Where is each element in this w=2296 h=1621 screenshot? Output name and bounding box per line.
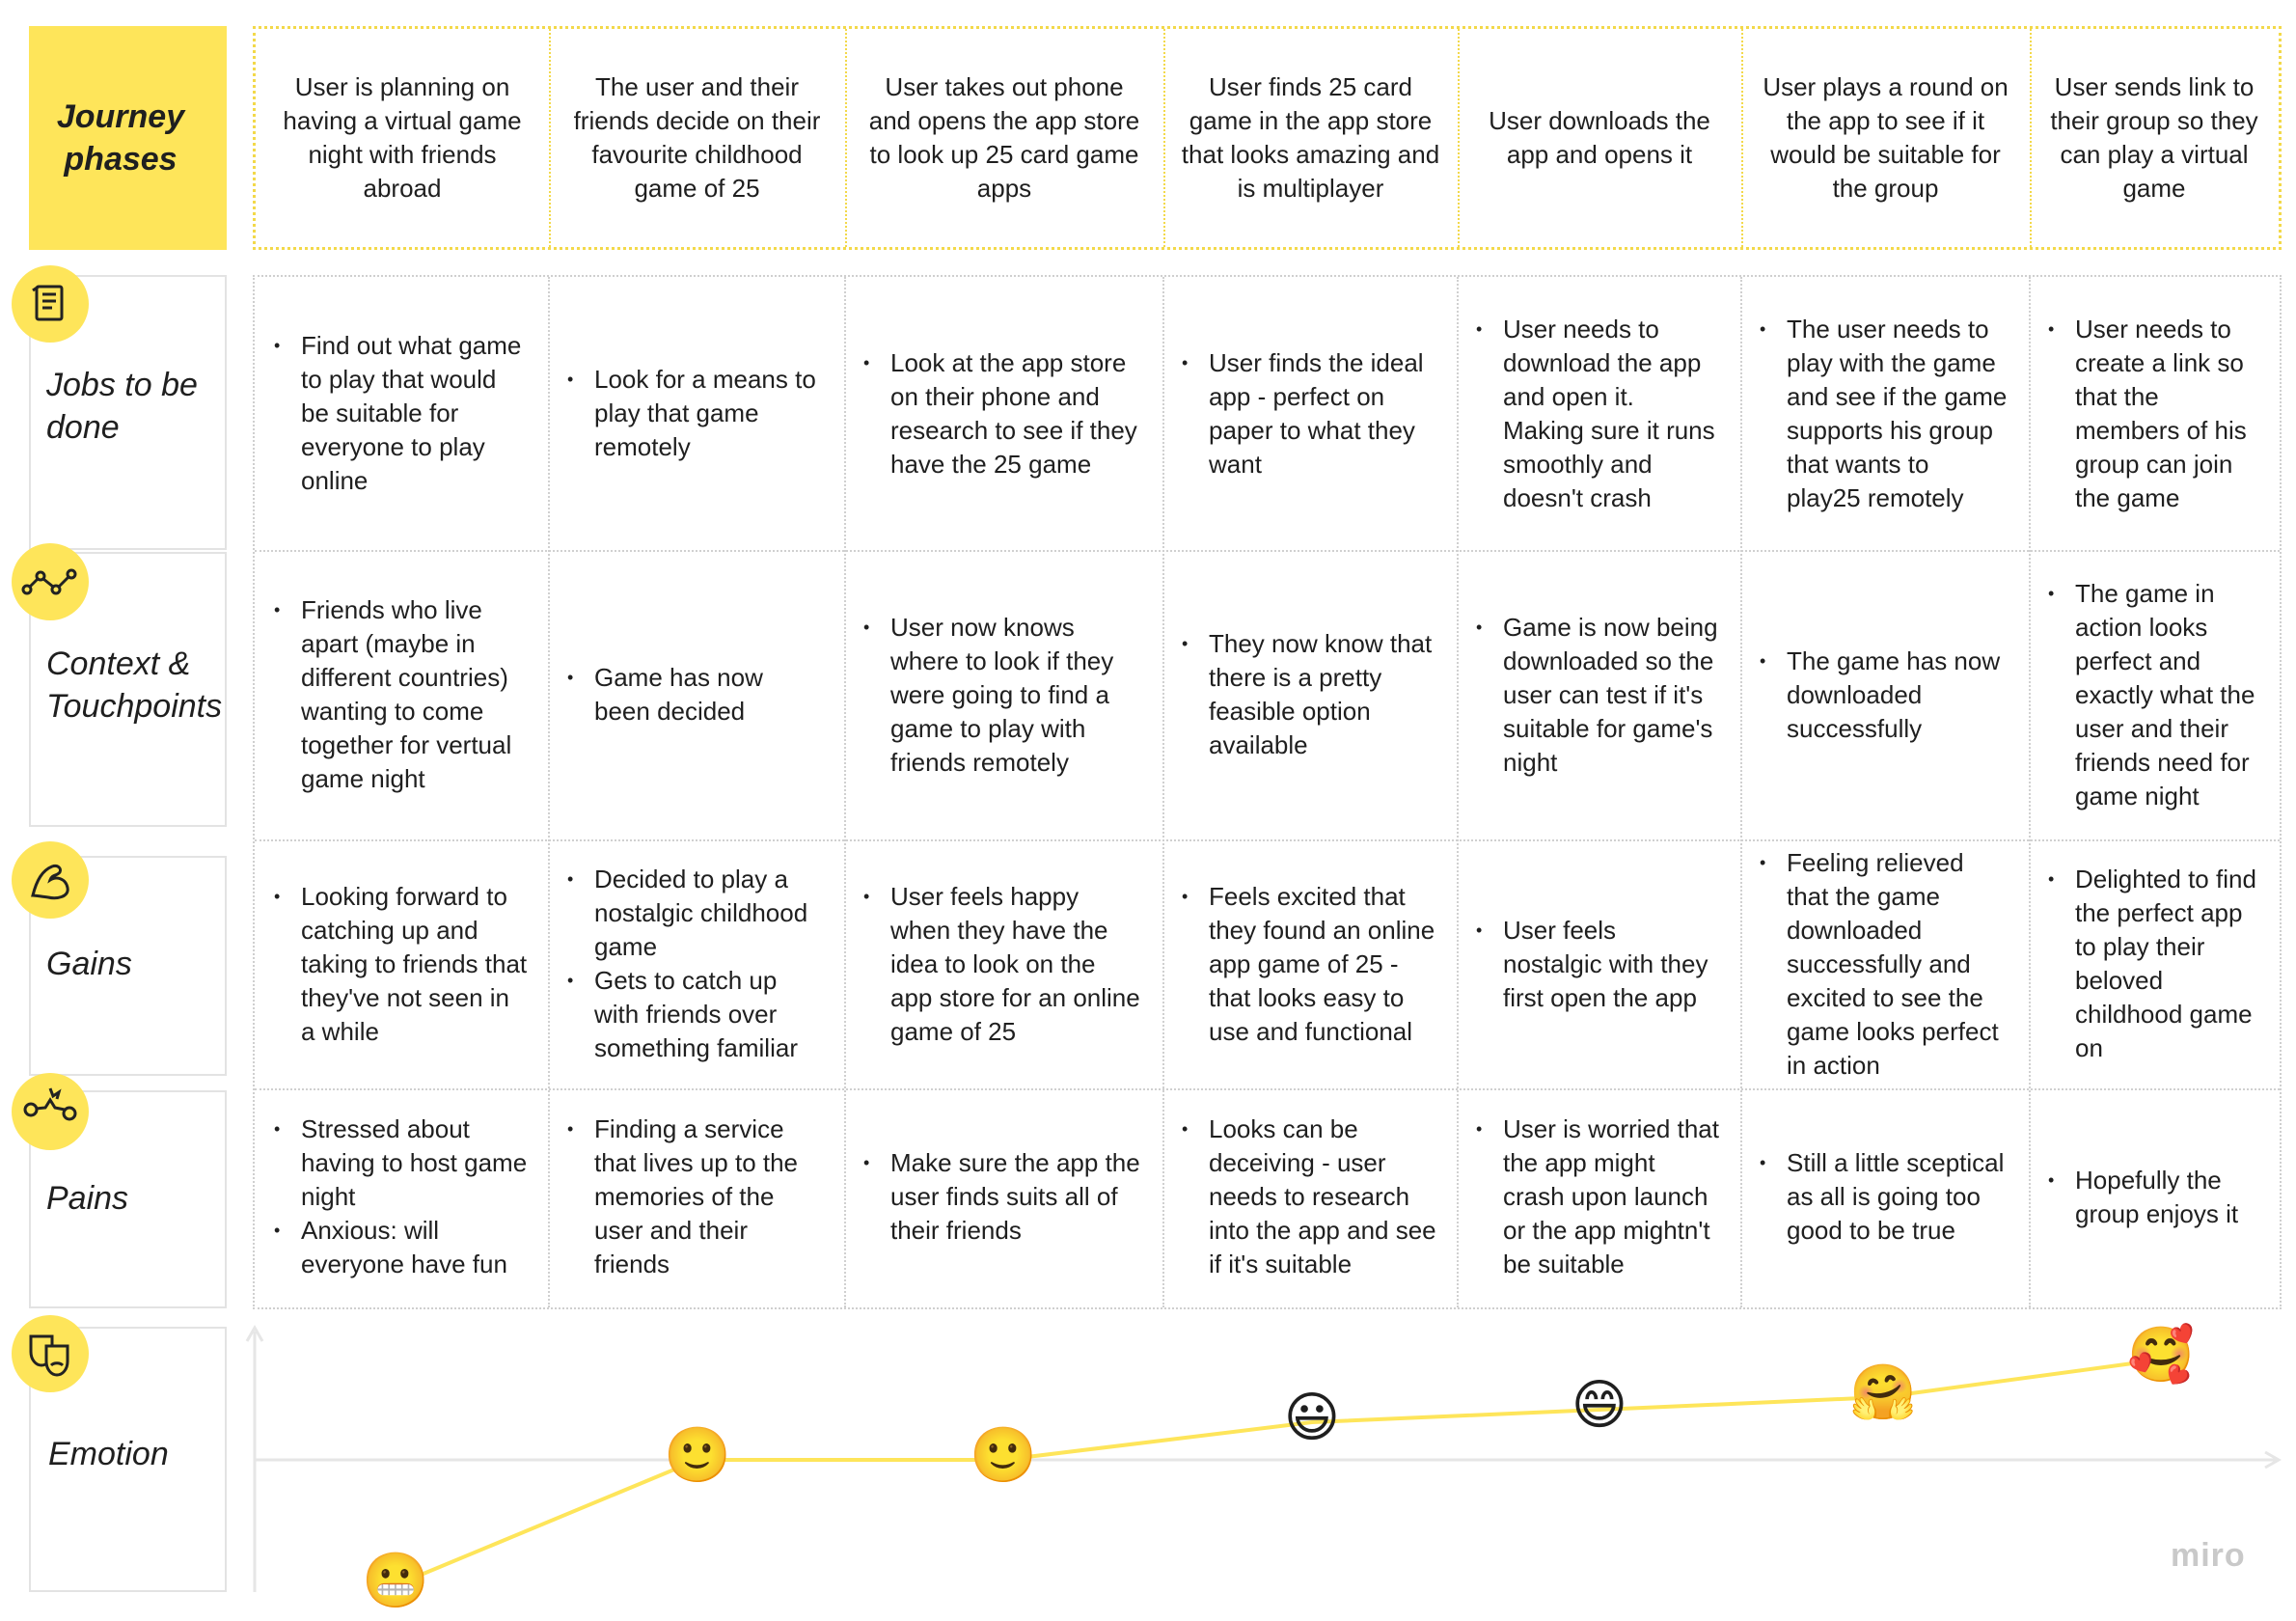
bullet-list	[2075, 863, 2258, 1065]
context-cell-1	[255, 550, 548, 839]
bullet-list	[1787, 313, 2009, 515]
jobs-cell-7	[2029, 277, 2278, 550]
bullet-item: • Decided to play a nostalgic childhood game	[594, 863, 825, 964]
context-cell-4	[1162, 550, 1457, 839]
pains-cell-5	[1457, 1088, 1740, 1305]
emotion-point-5: 😄	[1571, 1374, 1628, 1435]
bullet-list	[594, 661, 825, 728]
bullet-list	[890, 346, 1143, 481]
context-cell-7	[2029, 550, 2278, 839]
pains-cell-6	[1740, 1088, 2029, 1305]
pains-label: Pains	[46, 1180, 129, 1217]
bullet-item: • Hopefully the group enjoys it	[2075, 1164, 2258, 1231]
bullet-list	[1787, 846, 2009, 1083]
bullet-list	[1503, 313, 1721, 515]
bullet-item: • Feels excited that they found an online app game of 25 - that looks easy to use and functional	[1209, 880, 1437, 1049]
bullet-list	[301, 329, 529, 498]
jobs-label: Jobs to be done	[46, 367, 198, 446]
bullet-item: • Looking forward to catching up and taking to friends that they've not seen in a while	[301, 880, 529, 1049]
bullet-item: • Game has now been decided	[594, 661, 825, 728]
bullet-list	[301, 1113, 529, 1281]
phases-header-row	[253, 26, 2282, 250]
emotion-point-2: 🙂	[664, 1424, 731, 1485]
jobs-cell-1	[255, 277, 548, 550]
pains-cell-4	[1162, 1088, 1457, 1305]
journey-grid	[253, 275, 2282, 1309]
path-icon	[12, 543, 89, 620]
bullet-item: • Look for a means to play that game remotely	[594, 363, 825, 464]
bullet-list	[890, 611, 1143, 780]
bullet-item: • Look at the app store on their phone and research to see if they have the 25 game	[890, 346, 1143, 481]
bullet-item: • Looks can be deceiving - user needs to research into the app and see if it's suitable	[1209, 1113, 1437, 1281]
bone-burst-icon	[12, 1073, 89, 1150]
bullet-item: • Still a little sceptical as all is going too good to be true	[1787, 1146, 2009, 1248]
context-cell-2	[548, 550, 844, 839]
phase-3: User takes out phone and opens the app store to look up 25 card game apps	[868, 72, 1140, 203]
emotion-point-6: 🤗	[1849, 1361, 1917, 1422]
jobs-cell-4	[1162, 277, 1457, 550]
bullet-item: • Feeling relieved that the game downloaded successfully and excited to see the game looks perfect in action	[1787, 846, 2009, 1083]
bullet-item: • Finding a service that lives up to the memories of the user and their friends	[594, 1113, 825, 1281]
phase-5: User downloads the app and opens it	[1489, 106, 1710, 169]
emotion-point-7: 🥰	[2127, 1324, 2195, 1385]
bullet-item: • Friends who live apart (maybe in different countries) wanting to come together for vertual game night	[301, 593, 529, 796]
bullet-item: • Anxious: will everyone have fun	[301, 1214, 529, 1281]
bullet-item: • User now knows where to look if they were going to find a game to play with friends remotely	[890, 611, 1143, 780]
bullet-list	[594, 863, 825, 1065]
flexed-arm-icon	[12, 841, 89, 919]
bullet-list	[1787, 645, 2009, 746]
bullet-item: • The game has now downloaded successfully	[1787, 645, 2009, 746]
phase-4: User finds 25 card game in the app store that looks amazing and is multiplayer	[1181, 72, 1440, 203]
bullet-list	[301, 880, 529, 1049]
bullet-item: • Stressed about having to host game night	[301, 1113, 529, 1214]
bullet-list	[1503, 1113, 1721, 1281]
bullet-list	[2075, 577, 2258, 813]
context-cell-5	[1457, 550, 1740, 839]
bullet-list	[594, 1113, 825, 1281]
bullet-item: • User feels happy when they have the idea to look on the app store for an online game of 25	[890, 880, 1143, 1049]
gains-cell-6	[1740, 839, 2029, 1088]
bullet-item: • Delighted to find the perfect app to play their beloved childhood game on	[2075, 863, 2258, 1065]
pains-cell-2	[548, 1088, 844, 1305]
bullet-list	[1209, 1113, 1437, 1281]
jobs-cell-6	[1740, 277, 2029, 550]
notes-icon	[12, 265, 89, 343]
gains-cell-5	[1457, 839, 1740, 1088]
context-cell-6	[1740, 550, 2029, 839]
emotion-point-4: 😃	[1283, 1387, 1341, 1447]
bullet-list	[301, 593, 529, 796]
bullet-item: • User finds the ideal app - perfect on paper to what they want	[1209, 346, 1437, 481]
gains-cell-4	[1162, 839, 1457, 1088]
pains-cell-3	[844, 1088, 1162, 1305]
context-label: Context & Touchpoints	[46, 646, 223, 725]
bullet-item: • The game in action looks perfect and exactly what the user and their friends need for game night	[2075, 577, 2258, 813]
bullet-item: • User needs to create a link so that the members of his group can join the game	[2075, 313, 2258, 515]
phase-7: User sends link to their group so they can play a virtual game	[2050, 72, 2258, 203]
bullet-list	[2075, 1164, 2258, 1231]
bullet-list	[1787, 1146, 2009, 1248]
pains-cell-7	[2029, 1088, 2278, 1305]
phase-1: User is planning on having a virtual game night with friends abroad	[283, 72, 522, 203]
gains-cell-7	[2029, 839, 2278, 1088]
jobs-cell-3	[844, 277, 1162, 550]
bullet-item: • They now know that there is a pretty feasible option available	[1209, 627, 1437, 762]
journey-phases-label	[29, 26, 227, 250]
theater-masks-icon	[12, 1315, 89, 1392]
context-cell-3	[844, 550, 1162, 839]
bullet-item: • User is worried that the app might crash upon launch or the app mightn't be suitable	[1503, 1113, 1721, 1281]
emotion-point-1: 😬	[362, 1550, 429, 1610]
emotion-label: Emotion	[48, 1436, 169, 1472]
jobs-cell-2	[548, 277, 844, 550]
bullet-list	[1503, 914, 1721, 1015]
jobs-cell-5	[1457, 277, 1740, 550]
phase-2: The user and their friends decide on their favourite childhood game of 25	[573, 72, 821, 203]
gains-cell-3	[844, 839, 1162, 1088]
bullet-item: • Game is now being downloaded so the user can test if it's suitable for game's night	[1503, 611, 1721, 780]
bullet-item: • User needs to download the app and open it. Making sure it runs smoothly and doesn't crash	[1503, 313, 1721, 515]
bullet-item: • Make sure the app the user finds suits all of their friends	[890, 1146, 1143, 1248]
bullet-list	[594, 363, 825, 464]
gains-cell-1	[255, 839, 548, 1088]
bullet-list	[1209, 880, 1437, 1049]
miro-watermark: miro	[2171, 1537, 2246, 1574]
phase-6: User plays a round on the app to see if it would be suitable for the group	[1763, 72, 2009, 203]
bullet-list	[890, 1146, 1143, 1248]
bullet-list	[1209, 627, 1437, 762]
bullet-item: • Find out what game to play that would be suitable for everyone to play online	[301, 329, 529, 498]
gains-label: Gains	[46, 946, 132, 982]
emotion-point-3: 🙂	[970, 1424, 1037, 1485]
bullet-item: • The user needs to play with the game and see if the game supports his group that wants to play25 remotely	[1787, 313, 2009, 515]
journey-phases-text: Journey phases	[56, 98, 185, 178]
bullet-list	[890, 880, 1143, 1049]
bullet-item: • User feels nostalgic with they first open the app	[1503, 914, 1721, 1015]
bullet-list	[2075, 313, 2258, 515]
bullet-list	[1503, 611, 1721, 780]
bullet-item: • Gets to catch up with friends over something familiar	[594, 964, 825, 1065]
pains-cell-1	[255, 1088, 548, 1305]
gains-cell-2	[548, 839, 844, 1088]
bullet-list	[1209, 346, 1437, 481]
